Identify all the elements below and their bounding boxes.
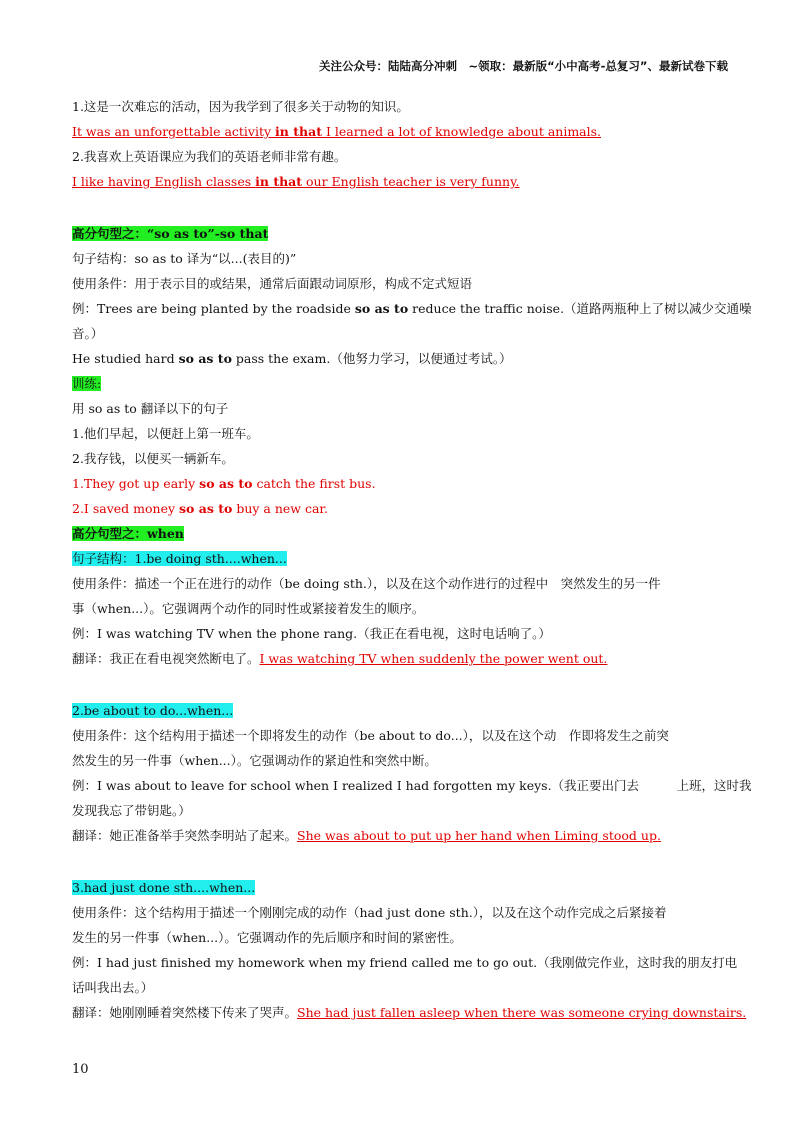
answer-1: It was an unforgettable activity in that I learned a lot of knowledge about animals. [72,124,602,139]
page-number: 10 [72,1062,89,1077]
structure-3-condition-l1: 使用条件：这个结构用于描述一个刚刚完成的动作（had just done sth.），以及在这个动作完成之后紧接着 [72,905,667,920]
structure-3-example-l2: 话叫我出去。） [72,980,154,995]
example-1: 例：Trees are being planted by the roadside so as to reduce the traffic noise.（道路两瓶种上了树以减少交通噪 [72,301,752,316]
practice-answer-1: 1.They got up early so as to catch the first bus. [72,476,376,491]
practice-answer-2: 2.I saved money so as to buy a new car. [72,501,328,516]
usage-condition: 使用条件：用于表示目的或结果，通常后面跟动词原形，构成不定式短语 [72,276,473,291]
document-body [72,94,752,1025]
structure-2-label: 2.be about to do...when... [72,703,234,718]
structure-3-label: 3.had just done sth....when... [72,880,256,895]
practice-instruction: 用 so as to 翻译以下的句子 [72,401,229,416]
question-1: 1.这是一次难忘的活动，因为我学到了很多关于动物的知识。 [72,99,409,114]
sentence-structure: 句子结构：so as to 译为“以...(表目的)” [72,251,297,266]
practice-question-2: 2.我存钱，以便买一辆新车。 [72,451,234,466]
structure-1-example: 例：I was watching TV when the phone rang.（我正在看电视，这时电话响了。） [72,626,551,641]
structure-3-example-l1: 例：I had just finished my homework when my friend called me to go out.（我刚做完作业，这时我的朋友打电 [72,955,738,970]
question-2: 2.我喜欢上英语课应为我们的英语老师非常有趣。 [72,149,347,164]
structure-3-translation: 翻译：她刚刚睡着突然楼下传来了哭声。She had just fallen asleep when there was someone crying downstairs. [72,1005,747,1020]
structure-3-condition-l2: 发生的另一件事（when...）。它强调动作的先后顺序和时间的紧密性。 [72,930,462,945]
structure-1-translation: 翻译：我正在看电视突然断电了。I was watching TV when suddenly the power went out. [72,651,608,666]
section-title-so-as-to: 高分句型之：“so as to”-so that [72,226,269,241]
structure-2-condition-l1: 使用条件：这个结构用于描述一个即将发生的动作（be about to do...），以及在这个动 作即将发生之前突 [72,728,669,743]
structure-2-example-l1: 例：I was about to leave for school when I realized I had forgotten my keys.（我正要出门去 上班，这时我 [72,778,752,793]
structure-1-label: 句子结构：1.be doing sth....when... [72,551,287,566]
section-title-when: 高分句型之：when [72,526,184,541]
structure-1-condition-l1: 使用条件：描述一个正在进行的动作（be doing sth.），以及在这个动作进行的过程中 突然发生的另一件 [72,576,661,591]
structure-1-condition-l2: 事（when...）。它强调两个动作的同时性或紧接着发生的顺序。 [72,601,425,616]
practice-label: 训练: [72,376,102,391]
page-header: 关注公众号：陆陆高分冲刺 ~领取：最新版“小中高考-总复习”、最新试卷下载 [318,59,728,73]
structure-2-example-l2: 发现我忘了带钥匙。） [72,803,191,818]
practice-question-1: 1.他们早起，以便赶上第一班车。 [72,426,259,441]
structure-2-condition-l2: 然发生的另一件事（when...）。它强调动作的紧迫性和突然中断。 [72,753,437,768]
example-2: He studied hard so as to pass the exam.（他努力学习，以便通过考试。） [72,351,512,366]
example-1-cont: 音。） [72,326,104,341]
answer-2: I like having English classes in that our English teacher is very funny. [72,174,520,189]
structure-2-translation: 翻译：她正准备举手突然李明站了起来。She was about to put up her hand when Liming stood up. [72,828,661,843]
